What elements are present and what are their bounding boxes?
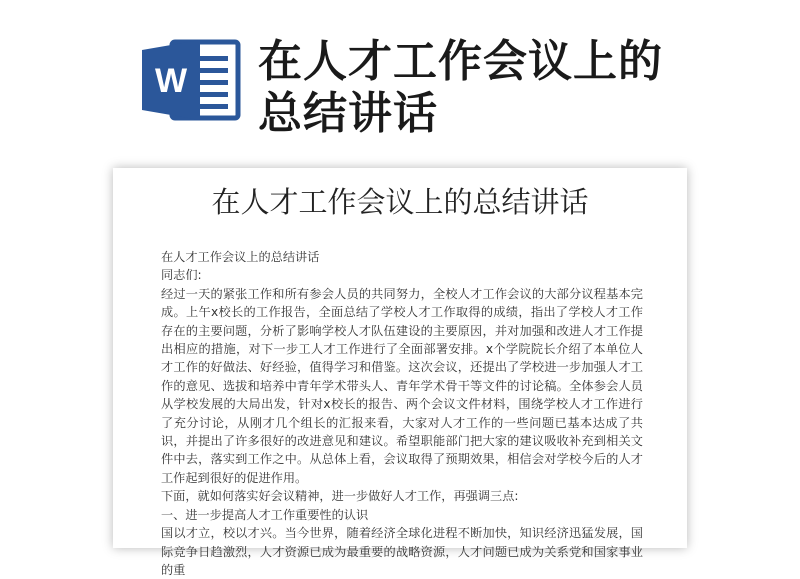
document-body xyxy=(161,248,643,579)
document-line-title: 在人才工作会议上的总结讲话 xyxy=(161,250,320,264)
page-title-line1: 在人才工作会议上的 xyxy=(258,36,663,87)
document-paragraph-2: 国以才立，校以才兴。当今世界，随着经济全球化进程不断加快，知识经济迅猛发展，国际竞争日趋激烈，人才资源已成为最重要的战略资源，人才问题已成为关系党和国家事业的重 xyxy=(161,526,643,577)
document-paragraph-1: 经过一天的紧张工作和所有参会人员的共同努力，全校人才工作会议的大部分议程基本完成。上午x校长的工作报告，全面总结了学校人才工作取得的成绩，指出了学校人才工作存在的主要问题，分析了影响学校人才队伍建设的主要原因，并对加强和改进人才工作提出相应的措施，对下一步工人才工作进行了全面部署安排。x个学院院长介绍了本单位人才工作的好做法、好经验，值得学习和借鉴。这次会议，还提出了学校进一步加强人才工作的意见、选拔和培养中青年学术带头人、青年学术骨干等文件的讨论稿。全体参会人员从学校发展的大局出发，针对x校长的报告、两个会议文件材料，围绕学校人才工作进行了充分讨论，从刚才几个组长的汇报来看，大家对人才工作的一些问题已基本达成了共识，并提出了许多很好的改进意见和建议。希望职能部门把大家的建议吸收补充到相关文件中去，落实到工作之中。从总体上看，会议取得了预期效果，相信会对学校今后的人才工作起到很好的促进作用。 xyxy=(161,286,643,485)
word-icon-letter: W xyxy=(154,62,188,100)
document-line-greeting: 同志们: xyxy=(161,268,202,283)
page-title-line2: 总结讲话 xyxy=(258,88,438,139)
document-title: 在人才工作会议上的总结讲话 xyxy=(211,185,589,219)
header-banner xyxy=(0,0,800,160)
document-line-intro: 下面，就如何落实好会议精神，进一步做好人才工作，再强调三点: xyxy=(161,489,519,504)
document-preview xyxy=(113,168,687,577)
page-title xyxy=(258,36,778,140)
word-document-icon xyxy=(142,38,242,122)
document-section-heading: 一、进一步提高人才工作重要性的认识 xyxy=(161,507,369,522)
